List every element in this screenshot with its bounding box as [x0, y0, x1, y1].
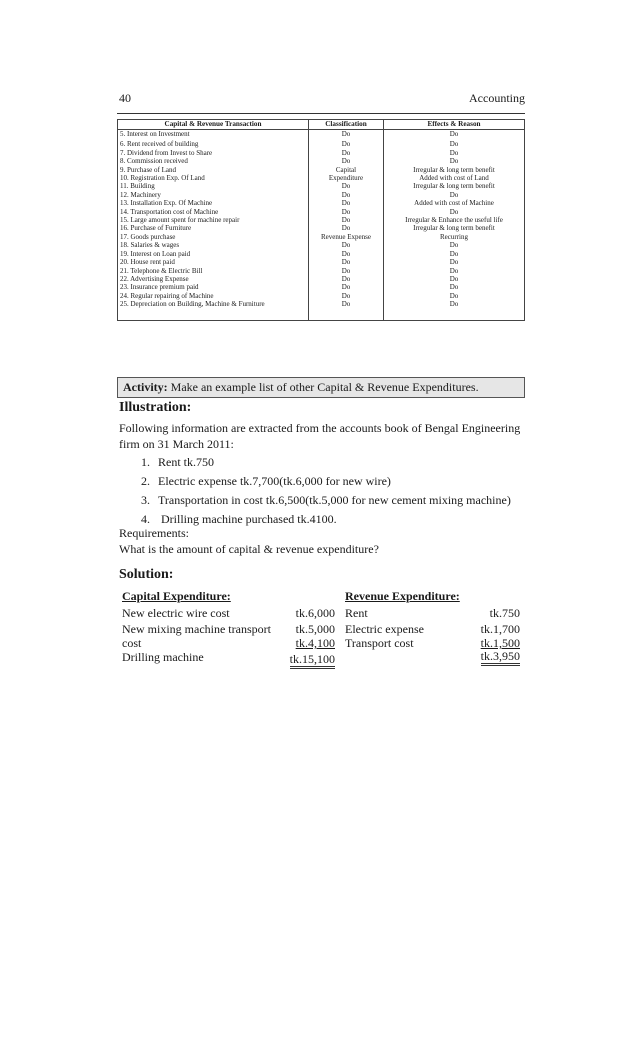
capital-expenditure-heading: Capital Expenditure: — [122, 589, 231, 603]
transaction-cell: 15. Large amount spent for machine repair — [118, 216, 309, 224]
table-row — [118, 130, 525, 139]
classification-cell: Do — [309, 283, 384, 291]
activity-label: Activity: — [123, 380, 168, 394]
activity-text: Make an example list of other Capital & Revenue Expenditures. — [170, 380, 479, 394]
transaction-cell: 17. Goods purchase — [118, 233, 309, 241]
effects-cell: Irregular & long term benefit — [384, 182, 525, 190]
effects-cell: Do — [384, 241, 525, 249]
effects-cell: Added with cost of Machine — [384, 199, 525, 207]
effects-cell: Do — [384, 208, 525, 216]
table-row — [118, 267, 525, 275]
effects-cell: Irregular & Enhance the useful life — [384, 216, 525, 224]
capital-total-row: Drilling machine tk.15,100 — [122, 650, 335, 664]
classification-cell: Do — [309, 138, 384, 148]
column-header-transaction: Capital & Revenue Transaction — [118, 120, 309, 130]
table-row — [118, 149, 525, 157]
activity-box — [117, 377, 525, 398]
list-item: 3. Transportation in cost tk.6,500(tk.5,000 for new cement mixing machine) — [141, 493, 511, 507]
transaction-cell: 8. Commission received — [118, 157, 309, 165]
transaction-cell: 13. Installation Exp. Of Machine — [118, 199, 309, 207]
capital-expenditure-column — [122, 589, 335, 664]
table-row — [118, 292, 525, 300]
classification-cell: Do — [309, 275, 384, 283]
transaction-cell: 20. House rent paid — [118, 258, 309, 266]
effects-cell: Do — [384, 250, 525, 258]
revenue-row: Transport cost tk.1,500 — [345, 636, 520, 650]
classification-cell: Expenditure — [309, 174, 384, 182]
transaction-cell: 9. Purchase of Land — [118, 166, 309, 174]
table-row — [118, 199, 525, 207]
revenue-expenditure-column — [345, 589, 520, 664]
requirements-question: What is the amount of capital & revenue expenditure? — [119, 542, 379, 556]
classification-cell: Do — [309, 191, 384, 199]
classification-cell: Do — [309, 224, 384, 232]
column-header-effects: Effects & Reason — [384, 120, 525, 130]
table-row — [118, 241, 525, 249]
column-header-classification: Classification — [309, 120, 384, 130]
list-item: 1. Rent tk.750 — [141, 455, 214, 469]
table-row — [118, 208, 525, 216]
classification-cell: Do — [309, 182, 384, 190]
classification-cell: Do — [309, 300, 384, 321]
classification-cell: Do — [309, 267, 384, 275]
classification-cell: Do — [309, 130, 384, 139]
effects-cell: Do — [384, 267, 525, 275]
capital-row: New mixing machine transport tk.5,000 — [122, 622, 335, 636]
classification-cell: Revenue Expense — [309, 233, 384, 241]
list-item: 4. Drilling machine purchased tk.4100. — [141, 512, 337, 526]
table-row — [118, 191, 525, 199]
effects-cell: Do — [384, 149, 525, 157]
transaction-cell: 10. Registration Exp. Of Land — [118, 174, 309, 182]
illustration-list — [141, 453, 511, 529]
revenue-row: Rent tk.750 — [345, 606, 520, 620]
effects-cell: Do — [384, 191, 525, 199]
effects-cell: Do — [384, 157, 525, 165]
page-header — [119, 91, 525, 107]
classification-cell: Do — [309, 258, 384, 266]
table-row — [118, 250, 525, 258]
transaction-cell: 24. Regular repairing of Machine — [118, 292, 309, 300]
classification-cell: Do — [309, 199, 384, 207]
table-row — [118, 157, 525, 165]
effects-cell: Do — [384, 130, 525, 139]
transaction-cell: 22. Advertising Expense — [118, 275, 309, 283]
transaction-cell: 16. Purchase of Furniture — [118, 224, 309, 232]
running-title: Accounting — [469, 91, 525, 105]
classification-cell: Do — [309, 157, 384, 165]
classification-cell: Do — [309, 216, 384, 224]
transaction-cell: 21. Telephone & Electric Bill — [118, 267, 309, 275]
transaction-cell: 11. Building — [118, 182, 309, 190]
classification-table — [117, 119, 525, 321]
effects-cell: Do — [384, 283, 525, 291]
table-row — [118, 258, 525, 266]
effects-cell: Do — [384, 292, 525, 300]
table-row — [118, 216, 525, 224]
effects-cell: Added with cost of Land — [384, 174, 525, 182]
classification-cell: Do — [309, 292, 384, 300]
transaction-cell: 12. Machinery — [118, 191, 309, 199]
table-row — [118, 283, 525, 291]
table-row — [118, 166, 525, 174]
transaction-cell: 18. Salaries & wages — [118, 241, 309, 249]
capital-row: New electric wire cost tk.6,000 — [122, 606, 335, 620]
requirements-label: Requirements: — [119, 526, 189, 540]
table-row — [118, 233, 525, 241]
list-item: 2. Electric expense tk.7,700(tk.6,000 for new wire) — [141, 474, 391, 488]
transaction-cell: 14. Transportation cost of Machine — [118, 208, 309, 216]
transaction-cell: 7. Dividend from Invest to Share — [118, 149, 309, 157]
effects-cell: Irregular & long term benefit — [384, 224, 525, 232]
table-row — [118, 275, 525, 283]
effects-cell: Do — [384, 258, 525, 266]
classification-cell: Capital — [309, 166, 384, 174]
transaction-cell: 6. Rent received of building — [118, 138, 309, 148]
transaction-cell: 23. Insurance premium paid — [118, 283, 309, 291]
effects-cell: Do — [384, 300, 525, 321]
table-row — [118, 138, 525, 148]
classification-cell: Do — [309, 241, 384, 249]
transaction-cell: 19. Interest on Loan paid — [118, 250, 309, 258]
illustration-heading: Illustration: — [119, 400, 192, 415]
illustration-intro: Following information are extracted from the accounts book of Bengal Engineering firm on 31 March 2011: — [119, 421, 521, 451]
effects-cell: Do — [384, 275, 525, 283]
solution-heading: Solution: — [119, 567, 174, 582]
effects-cell: Do — [384, 138, 525, 148]
table-row — [118, 174, 525, 182]
classification-cell: Do — [309, 149, 384, 157]
header-rule — [117, 113, 525, 114]
transaction-cell: 5. Interest on Investment — [118, 130, 309, 139]
classification-cell: Do — [309, 208, 384, 216]
revenue-expenditure-heading: Revenue Expenditure: — [345, 589, 460, 603]
effects-cell: Recurring — [384, 233, 525, 241]
table-row — [118, 300, 525, 321]
transaction-cell: 25. Depreciation on Building, Machine & Furniture — [118, 300, 309, 321]
classification-cell: Do — [309, 250, 384, 258]
revenue-total-row: tk.3,950 — [345, 650, 520, 664]
effects-cell: Irregular & long term benefit — [384, 166, 525, 174]
table-row — [118, 224, 525, 232]
revenue-row: Electric expense tk.1,700 — [345, 622, 520, 636]
table-row — [118, 182, 525, 190]
page-number: 40 — [119, 91, 131, 105]
capital-row: cost tk.4,100 — [122, 636, 335, 650]
table-body — [118, 130, 525, 321]
